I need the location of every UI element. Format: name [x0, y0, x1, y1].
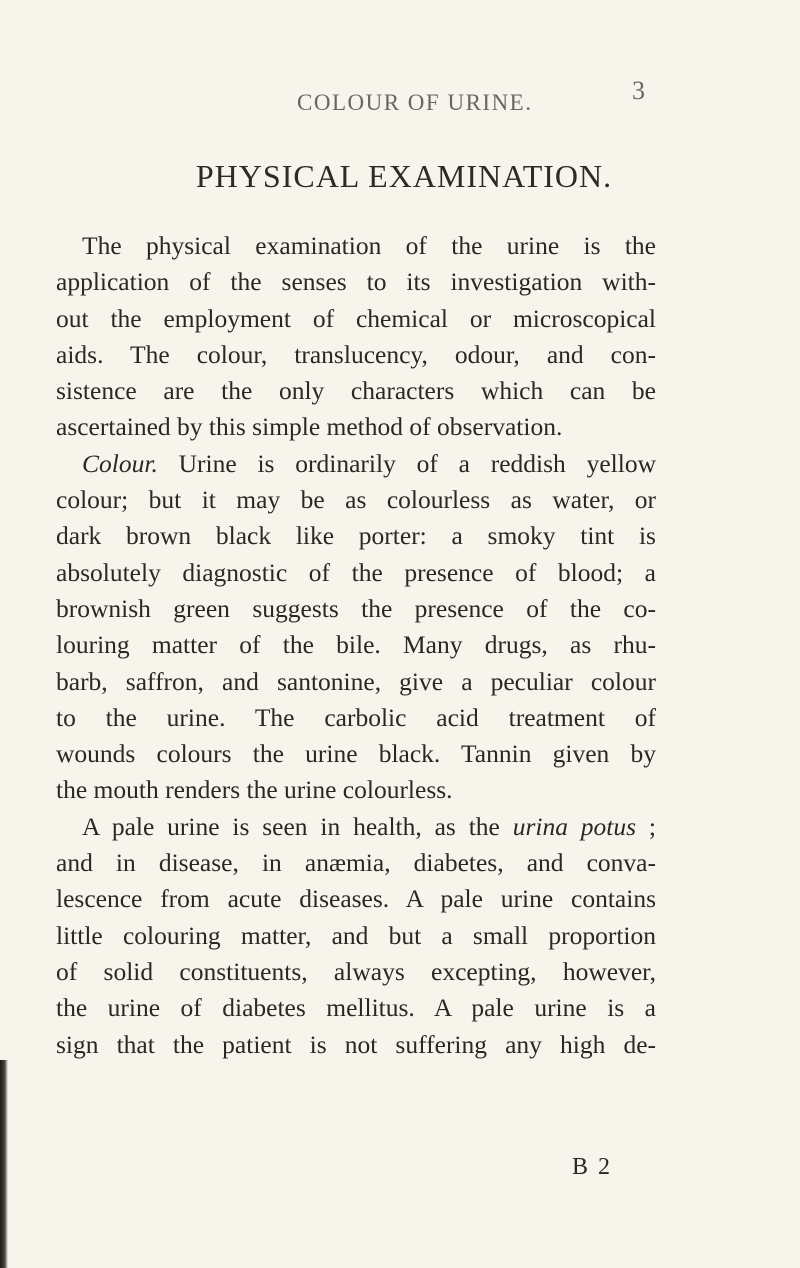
text-line: lescence from acute diseases. A pale urine contains [56, 884, 656, 914]
text-line: out the employment of chemical or microscopical [56, 303, 656, 333]
text-line: sistence are the only characters which can be [56, 376, 656, 406]
page-binding-shadow [0, 1060, 8, 1268]
text-line: ascertained by this simple method of observation. [56, 412, 563, 442]
text-line [56, 809, 656, 845]
text-line: colour; but it may be as colourless as water, or [56, 485, 656, 515]
text-line: absolutely diagnostic of the presence of blood; a [56, 557, 656, 587]
text-line: the mouth renders the urine colourless. [56, 775, 453, 805]
text-line: louring matter of the bile. Many drugs, as rhu- [56, 630, 656, 660]
text-line: barb, saffron, and santonine, give a peculiar colour [56, 666, 656, 696]
text-line: sign that the patient is not suffering any high de- [56, 1029, 656, 1059]
text-line: brownish green suggests the presence of the co- [56, 593, 656, 623]
section-heading: PHYSICAL EXAMINATION. [195, 158, 613, 194]
text-run: ; [636, 811, 656, 841]
text-line: and in disease, in anæmia, diabetes, and conva- [56, 848, 656, 878]
page-number: 3 [632, 76, 645, 105]
body-text [56, 228, 656, 1063]
text-line [56, 446, 656, 482]
signature-mark: B 2 [572, 1154, 613, 1180]
text-line: to the urine. The carbolic acid treatment of [56, 702, 656, 732]
text-run: A pale urine is seen in health, as the [82, 811, 513, 841]
text-run: Urine is ordinarily of a reddish yellow [157, 448, 656, 478]
run-in-heading: Colour. [82, 448, 158, 478]
running-title: COLOUR OF URINE. [297, 90, 533, 115]
text-line: the urine of diabetes mellitus. A pale urine is a [56, 993, 656, 1023]
text-line: aids. The colour, translucency, odour, and con- [56, 339, 656, 369]
text-line: little colouring matter, and but a small proportion [56, 920, 656, 950]
running-head [0, 76, 800, 130]
text-line: of solid constituents, always excepting, however, [56, 956, 656, 986]
latin-term: urina potus [512, 811, 637, 841]
text-line: dark brown black like porter: a smoky tint is [56, 521, 656, 551]
text-line: The physical examination of the urine is the [82, 231, 656, 260]
text-line: wounds colours the urine black. Tannin given by [56, 739, 656, 769]
text-line: application of the senses to its investigation with- [56, 267, 656, 297]
